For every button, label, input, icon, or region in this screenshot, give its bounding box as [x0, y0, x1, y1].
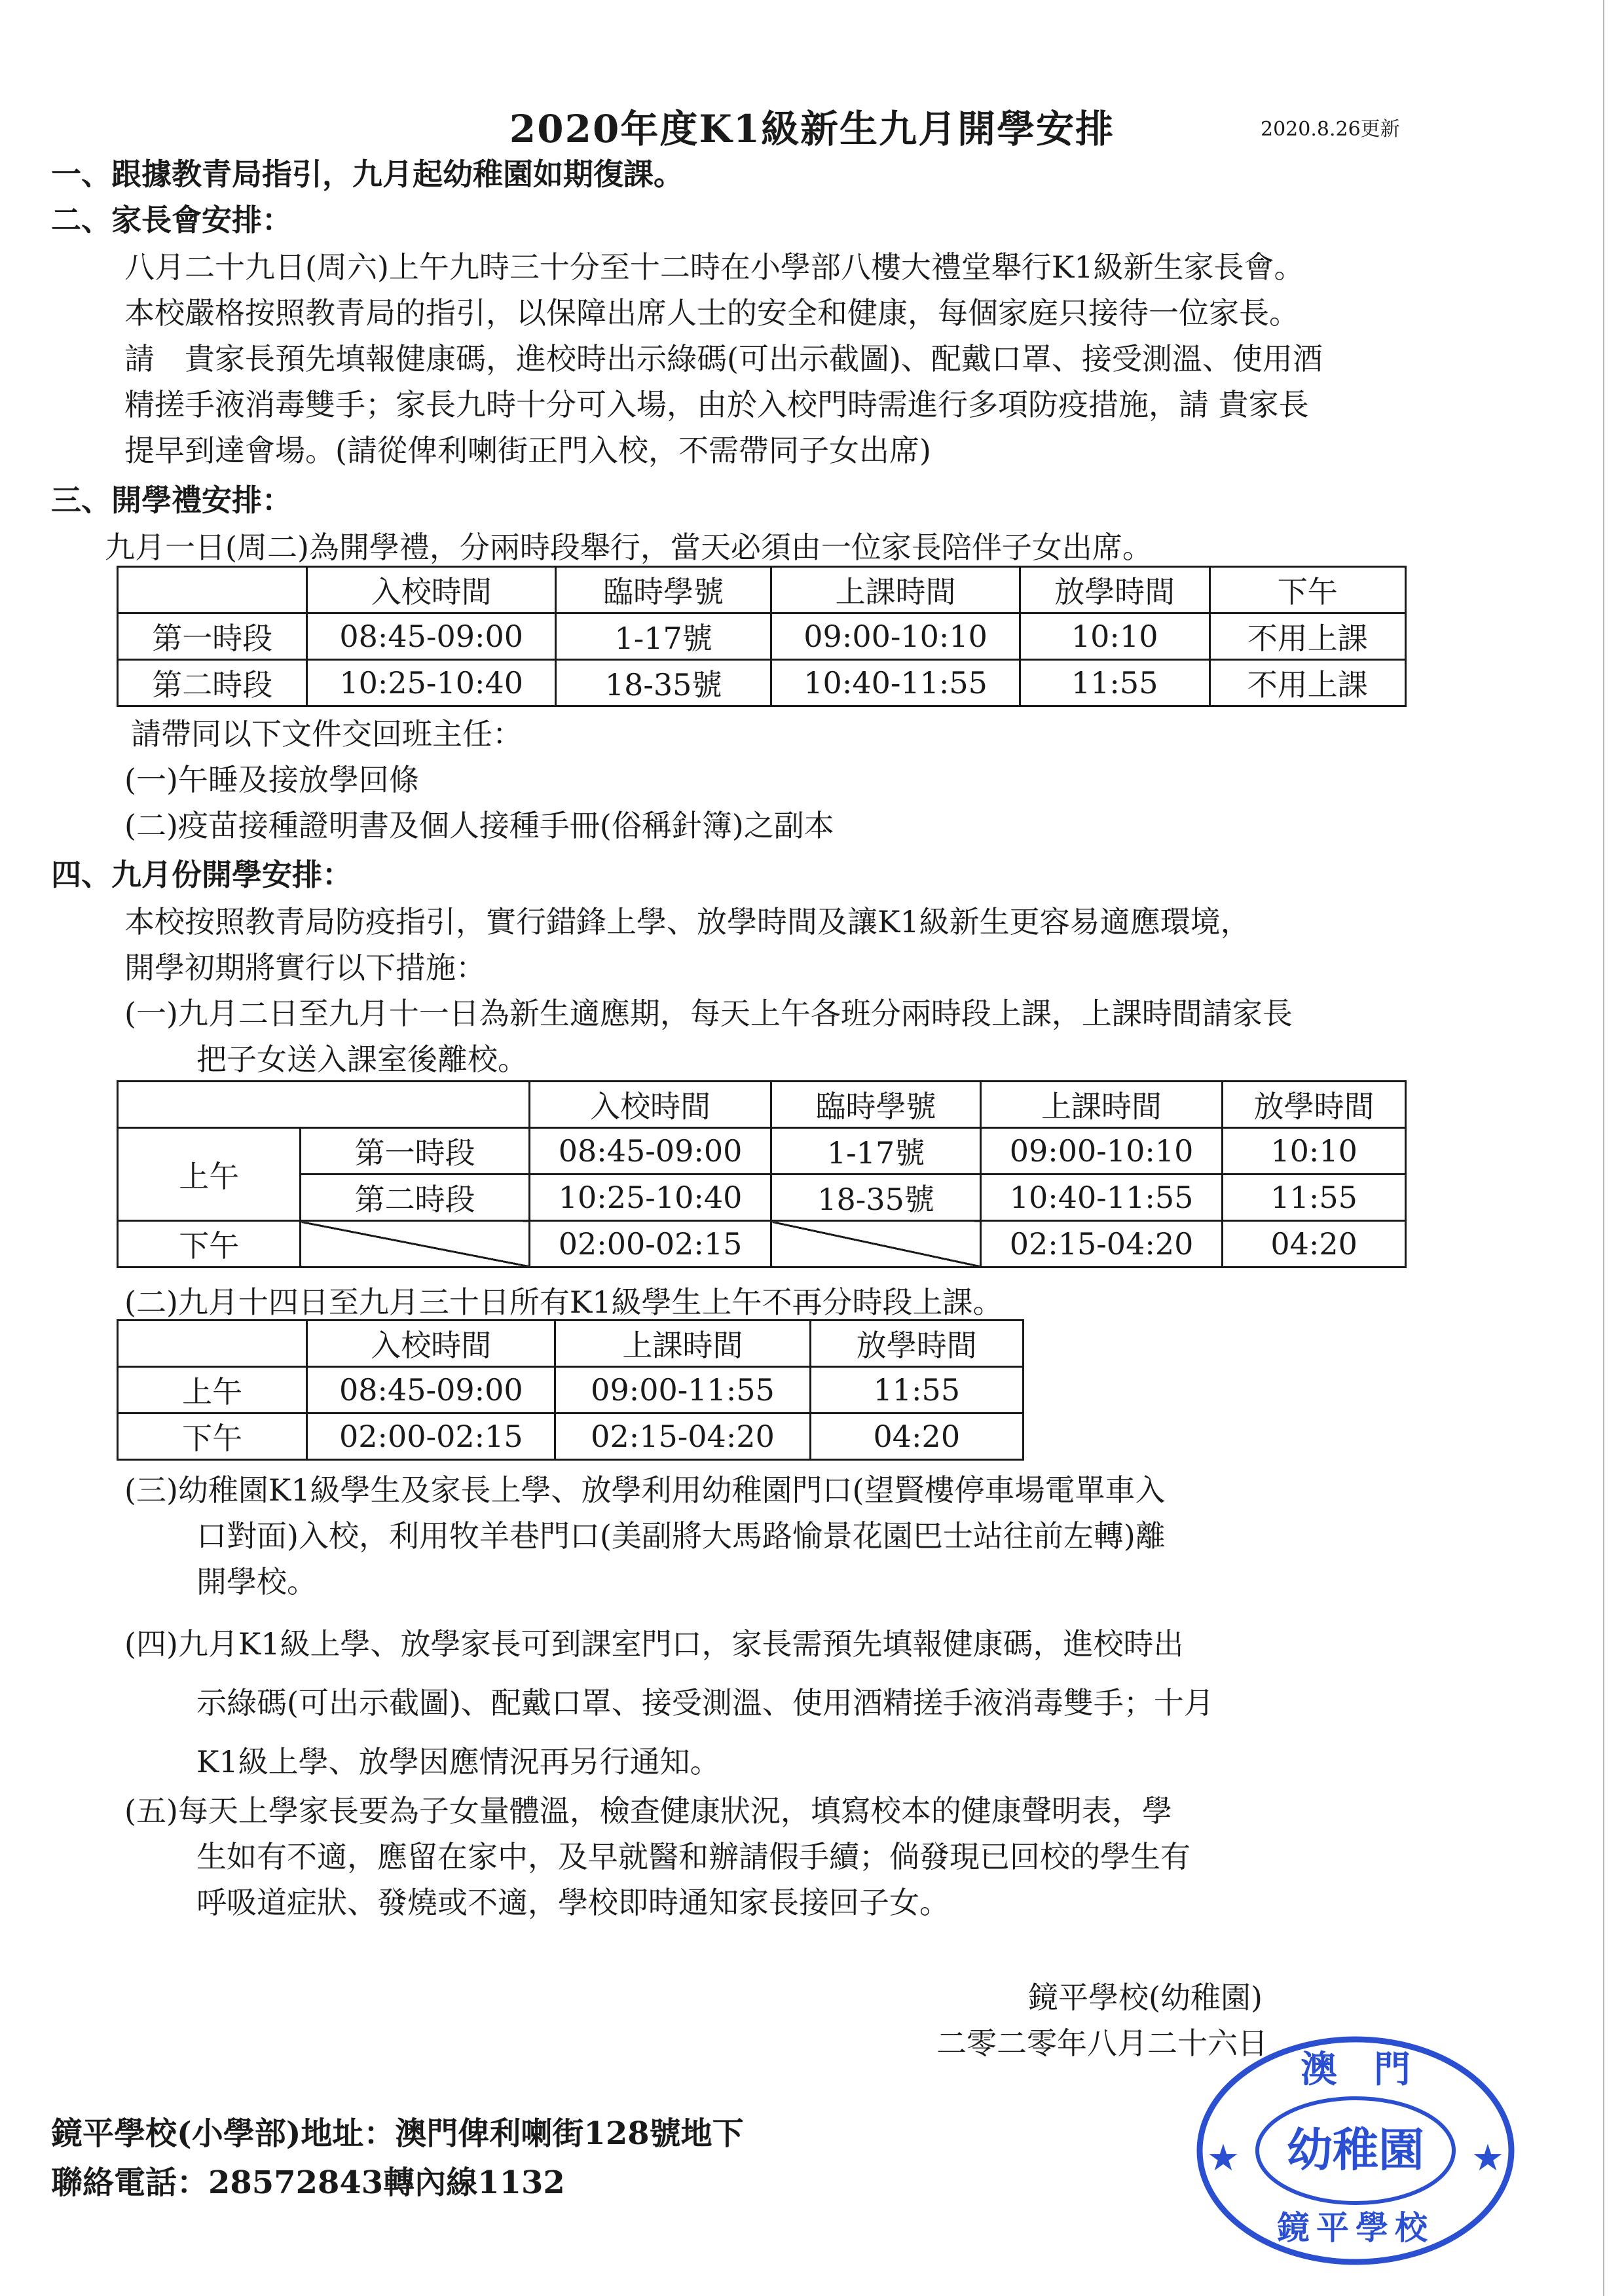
item3-line: 開學校。 — [196, 1564, 317, 1599]
page-title: 2020年度K1級新生九月開學安排 — [509, 107, 1115, 151]
table-cell: 10:40-11:55 — [980, 1175, 1223, 1221]
scan-edge-line — [1603, 0, 1604, 2296]
table-cell: 第一時段 — [118, 613, 307, 660]
docs-item: (一)午睡及接放學回條 — [124, 762, 419, 797]
table-cell — [118, 567, 307, 613]
table-cell: 第二時段 — [301, 1175, 529, 1221]
table-cell: 下午 — [118, 1413, 307, 1460]
section2-line: 本校嚴格按照教青局的指引，以保障出席人士的安全和健康，每個家庭只接待一位家長。 — [124, 295, 1299, 331]
item4-line: (四)九月K1級上學、放學家長可到課室門口，家長需預先填報健康碼，進校時出 — [124, 1626, 1184, 1662]
table-cell-slashed — [771, 1221, 980, 1267]
table-cell: 08:45-09:00 — [529, 1128, 771, 1175]
table-cell: 10:40-11:55 — [771, 660, 1020, 706]
table-cell: 下午 — [118, 1221, 301, 1267]
opening-ceremony-table — [117, 566, 1407, 707]
table-cell: 11:55 — [1020, 660, 1209, 706]
footer-phone: 聯絡電話：28572843轉內線1132 — [51, 2164, 565, 2201]
section4-intro: 本校按照教青局防疫指引，實行錯鋒上學、放學時間及讓K1級新生更容易適應環境， — [124, 904, 1251, 939]
section2-line: 八月二十九日(周六)上午九時三十分至十二時在小學部八樓大禮堂舉行K1級新生家長會。 — [124, 249, 1304, 285]
stamp-top-text: 澳 門 — [1301, 2048, 1411, 2091]
table-cell: 上午 — [118, 1128, 301, 1221]
table-cell-slashed — [301, 1221, 529, 1267]
footer-address: 鏡平學校(小學部)地址：澳門俾利喇街128號地下 — [51, 2115, 744, 2152]
item3-line: 口對面)入校，利用牧羊巷門口(美副將大馬路愉景花園巴士站往前左轉)離 — [196, 1518, 1166, 1554]
table-cell: 第一時段 — [301, 1128, 529, 1175]
table-cell: 放學時間 — [1223, 1082, 1406, 1128]
table-row — [118, 1367, 1024, 1413]
item1-line: 把子女送入課室後離校。 — [196, 1042, 528, 1077]
table-cell: 02:15-04:20 — [980, 1221, 1223, 1267]
table-cell: 09:00-11:55 — [555, 1367, 810, 1413]
item4-line: 示綠碼(可出示截圖)、配戴口罩、接受測溫、使用酒精搓手液消毒雙手；十月 — [196, 1685, 1214, 1721]
table-cell: 入校時間 — [307, 567, 555, 613]
table-cell: 上課時間 — [555, 1321, 810, 1367]
table-cell: 放學時間 — [1020, 567, 1209, 613]
table-header-row — [118, 1321, 1024, 1367]
table-header-row — [118, 1082, 1406, 1128]
table-row — [118, 1175, 1406, 1221]
table-cell — [118, 1321, 307, 1367]
table-cell: 11:55 — [810, 1367, 1023, 1413]
stamp-bottom-text: 鏡平學校 — [1277, 2208, 1434, 2247]
table-cell: 02:15-04:20 — [555, 1413, 810, 1460]
item4-line: K1級上學、放學因應情況再另行通知。 — [196, 1744, 720, 1779]
table-cell: 臨時學號 — [771, 1082, 980, 1128]
updated-date: 2020.8.26更新 — [1261, 118, 1400, 141]
table-cell: 放學時間 — [810, 1321, 1023, 1367]
table-cell: 08:45-09:00 — [307, 1367, 555, 1413]
table-cell: 09:00-10:10 — [980, 1128, 1223, 1175]
regular-schedule-table — [117, 1319, 1024, 1461]
item5-line: (五)每天上學家長要為子女量體溫，檢查健康狀況，填寫校本的健康聲明表，學 — [124, 1793, 1172, 1829]
section3-intro: 九月一日(周二)為開學禮，分兩時段舉行，當天必須由一位家長陪伴子女出席。 — [105, 530, 1153, 565]
item5-line: 呼吸道症狀、發燒或不適，學校即時通知家長接回子女。 — [196, 1885, 950, 1920]
section4-intro: 開學初期將實行以下措施： — [124, 950, 486, 985]
table-cell: 上午 — [118, 1367, 307, 1413]
table-cell: 10:25-10:40 — [307, 660, 555, 706]
table-cell: 10:10 — [1020, 613, 1209, 660]
table-cell: 09:00-10:10 — [771, 613, 1020, 660]
item2-line: (二)九月十四日至九月三十日所有K1級學生上午不再分時段上課。 — [124, 1285, 1003, 1320]
table-cell: 18-35號 — [555, 660, 771, 706]
table-cell: 下午 — [1209, 567, 1405, 613]
table-cell: 1-17號 — [771, 1128, 980, 1175]
section2-line: 請 貴家長預先填報健康碼，進校時出示綠碼(可出示截圖)、配戴口罩、接受測溫、使用酒 — [124, 341, 1323, 376]
section2-line: 提早到達會場。(請從俾利喇街正門入校，不需帶同子女出席) — [124, 433, 931, 468]
star-icon: ★ — [1206, 2137, 1240, 2179]
section4-heading: 四、九月份開學安排： — [51, 857, 352, 892]
table-cell: 04:20 — [810, 1413, 1023, 1460]
table-cell: 第二時段 — [118, 660, 307, 706]
table-row — [118, 613, 1406, 660]
table-cell: 入校時間 — [307, 1321, 555, 1367]
item5-line: 生如有不適，應留在家中，及早就醫和辦請假手續；倘發現已回校的學生有 — [196, 1839, 1190, 1874]
table-row — [118, 1413, 1024, 1460]
table-row — [118, 1128, 1406, 1175]
section1-heading: 一、跟據教青局指引，九月起幼稚園如期復課。 — [51, 156, 684, 192]
table-row — [118, 660, 1406, 706]
star-icon: ★ — [1471, 2137, 1505, 2179]
table-cell: 08:45-09:00 — [307, 613, 555, 660]
table-cell: 上課時間 — [771, 567, 1020, 613]
table-cell: 臨時學號 — [555, 567, 771, 613]
table-header-row — [118, 567, 1406, 613]
table-cell: 02:00-02:15 — [529, 1221, 771, 1267]
section2-heading: 二、家長會安排： — [51, 202, 292, 238]
signature-school: 鏡平學校(幼稚園) — [1028, 1980, 1263, 2015]
docs-intro: 請帶同以下文件交回班主任： — [131, 716, 523, 752]
docs-item: (二)疫苗接種證明書及個人接種手冊(俗稱針簿)之副本 — [124, 808, 834, 843]
table-cell: 02:00-02:15 — [307, 1413, 555, 1460]
stamp-middle-text: 幼稚園 — [1287, 2123, 1424, 2177]
section2-line: 精搓手液消毒雙手；家長九時十分可入場，由於入校門時需進行多項防疫措施，請 貴家長 — [124, 387, 1309, 422]
table-cell: 04:20 — [1223, 1221, 1406, 1267]
table-cell: 上課時間 — [980, 1082, 1223, 1128]
section3-heading: 三、開學禮安排： — [51, 483, 292, 518]
table-cell: 入校時間 — [529, 1082, 771, 1128]
school-stamp — [1192, 2030, 1519, 2272]
adaptation-period-table — [117, 1080, 1407, 1268]
table-cell: 不用上課 — [1209, 660, 1405, 706]
table-cell: 不用上課 — [1209, 613, 1405, 660]
table-cell: 11:55 — [1223, 1175, 1406, 1221]
item1-line: (一)九月二日至九月十一日為新生適應期，每天上午各班分兩時段上課，上課時間請家長 — [124, 996, 1293, 1031]
table-cell: 10:10 — [1223, 1128, 1406, 1175]
table-row — [118, 1221, 1406, 1267]
item3-line: (三)幼稚園K1級學生及家長上學、放學利用幼稚園門口(望賢樓停車場電單車入 — [124, 1472, 1166, 1508]
table-cell-empty — [118, 1082, 530, 1128]
table-cell: 1-17號 — [555, 613, 771, 660]
signature-date: 二零二零年八月二十六日 — [936, 2026, 1268, 2061]
table-cell: 10:25-10:40 — [529, 1175, 771, 1221]
table-cell: 18-35號 — [771, 1175, 980, 1221]
